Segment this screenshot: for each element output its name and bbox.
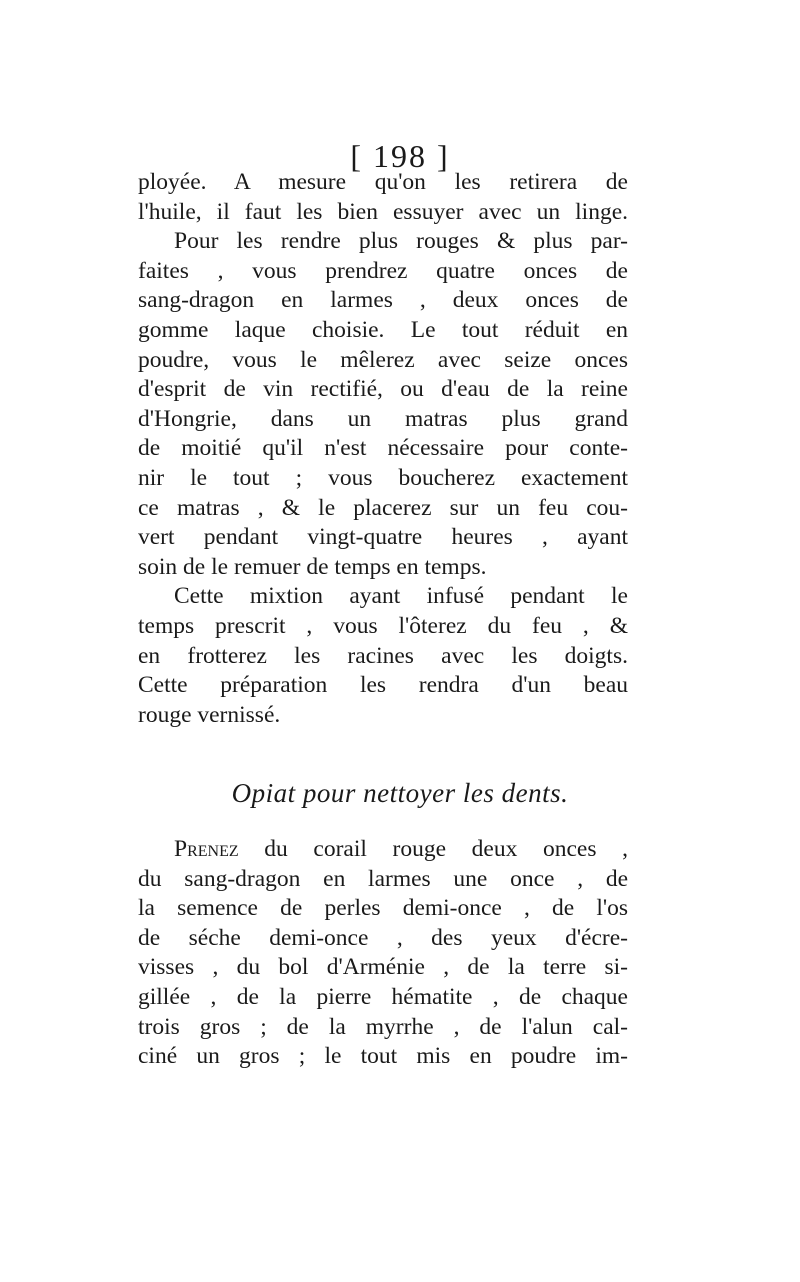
text-line: en frotterez les racines avec les doigts. [138, 642, 628, 669]
text-line: de moitié qu'il n'est nécessaire pour conte- [138, 435, 628, 462]
text-line: Cette préparation les rendra d'un beau [138, 672, 628, 699]
section-heading: Opiat pour nettoyer les dents. [231, 778, 569, 808]
text-line: vert pendant vingt-quatre heures , ayant [138, 524, 628, 551]
text-line: ployée. A mesure qu'on les retirera de [138, 169, 628, 195]
text-line-rest: du corail rouge deux onces , [238, 836, 628, 862]
text-line: la semence de perles demi-once , de l'os [138, 895, 628, 922]
text-line: gomme laque choisie. Le tout réduit en [138, 316, 628, 343]
text-line: d'Hongrie, dans un matras plus grand [138, 405, 628, 432]
text-line: soin de le remuer de temps en temps. [138, 553, 487, 580]
text-line: rouge vernissé. [138, 701, 281, 728]
text-line: temps prescrit , vous l'ôterez du feu , & [138, 612, 628, 639]
text-line: sang-dragon en larmes , deux onces de [138, 287, 628, 314]
text-line: trois gros ; de la myrrhe , de l'alun cal- [138, 1013, 628, 1040]
text-line: d'esprit de vin rectifié, ou d'eau de la reine [138, 376, 628, 403]
paragraph-block [138, 835, 628, 1072]
text-line: l'huile, il faut les bien essuyer avec un linge. [138, 198, 628, 225]
drop-word: Prenez [174, 836, 239, 862]
text-line: poudre, vous le mêlerez avec seize onces [138, 346, 628, 373]
text-line: Pour les rendre plus rouges & plus par- [174, 228, 628, 255]
text-line: de séche demi-once , des yeux d'écre- [138, 924, 628, 951]
text-line: ciné un gros ; le tout mis en poudre im- [138, 1043, 628, 1070]
text-line: ce matras , & le placerez sur un feu cou- [138, 494, 628, 521]
text-line: Cette mixtion ayant infusé pendant le [174, 583, 628, 610]
text-line: visses , du bol d'Arménie , de la terre si- [138, 954, 628, 981]
text-line: gillée , de la pierre hématite , de chaque [138, 983, 628, 1010]
page-number: [ 198 ] [350, 138, 450, 174]
text-line: faites , vous prendrez quatre onces de [138, 257, 628, 284]
text-line [138, 835, 628, 865]
text-line: nir le tout ; vous boucherez exactement [138, 464, 628, 491]
paragraph-block [138, 168, 628, 730]
text-line: du sang-dragon en larmes une once , de [138, 865, 628, 892]
